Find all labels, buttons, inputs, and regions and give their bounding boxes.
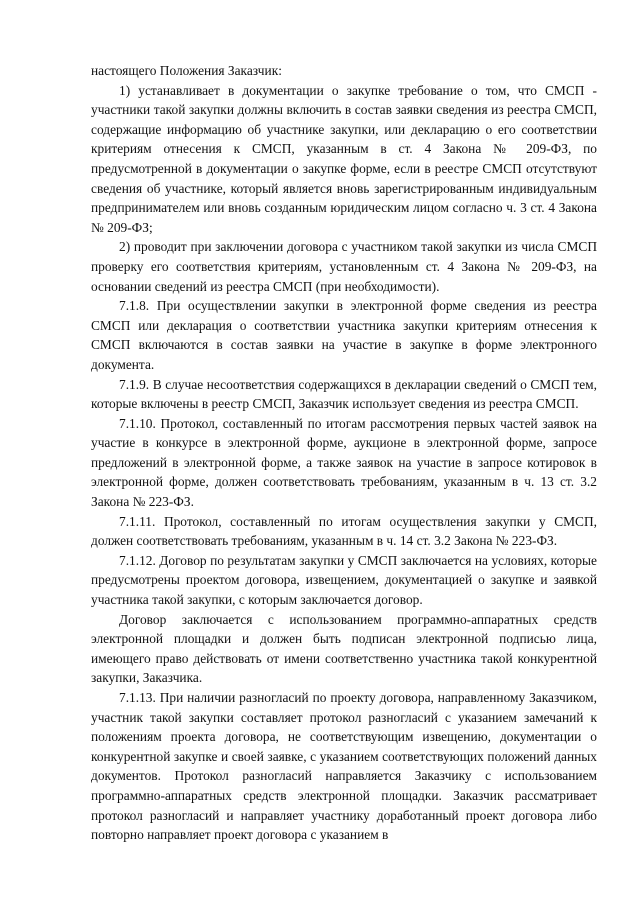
paragraph-7-1-9: 7.1.9. В случае несоответствия содержащихся в декларации сведений о СМСП тем, которые включены в реестр СМСП, Заказчик использует сведения из реестра СМСП. — [91, 376, 597, 412]
paragraph-intro: настоящего Положения Заказчик: — [91, 63, 282, 78]
paragraph-contract-signing: Договор заключается с использованием программно-аппаратных средств электронной площадки и должен быть подписан электронной подписью лица, имеющего право действовать от имени соответственно участника такой конкурентной закупки, Заказчика. — [91, 611, 597, 686]
paragraph-7-1-11: 7.1.11. Протокол, составленный по итогам осуществления закупки у СМСП, должен соответствовать требованиям, указанным в ч. 14 ст. 3.2 Закона № 223-ФЗ. — [91, 513, 597, 549]
paragraph-7-1-8: 7.1.8. При осуществлении закупки в электронной форме сведения из реестра СМСП или декларация о соответствии участника закупки критериям отнесения к СМСП включаются в состав заявки на участие в закупке в форме электронного документа. — [91, 298, 597, 372]
paragraph-7-1-12: 7.1.12. Договор по результатам закупки у СМСП заключается на условиях, которые предусмотрены проектом договора, извещением, документацией о закупке и заявкой участника такой закупки, с которым заключается договор. — [91, 552, 597, 608]
paragraph-7-1-10: 7.1.10. Протокол, составленный по итогам рассмотрения первых частей заявок на участие в конкурсе в электронной форме, аукционе в электронной форме, запросе предложений в электронной форме, а также заявок на участие в запросе котировок в электронной форме, должен соответствовать требованиям, указанным в ч. 13 ст. 3.2 Закона № 223-ФЗ. — [91, 415, 597, 510]
paragraph-item-2: 2) проводит при заключении договора с участником такой закупки из числа СМСП проверку его соответствия критериям, установленным ст. 4 Закона № 209-ФЗ, на основании сведений из реестра СМСП (при необходимости). — [91, 239, 597, 294]
paragraph-7-1-13: 7.1.13. При наличии разногласий по проекту договора, направленному Заказчиком, участник такой закупки составляет протокол разногласий с указанием замечаний к положениям проекта договора, не соответствующим извещению, документации о конкурентной закупке и своей заявке, с указанием соответствующих положений данных документов. Протокол разногласий направляется Заказчику с использованием программно-аппаратных средств электронной площадки. Заказчик рассматривает протокол разногласий и направляет участнику доработанный проект договора либо повторно направляет проект договора с указанием в — [91, 690, 597, 843]
paragraph-item-1: 1) устанавливает в документации о закупке требование о том, что СМСП - участники такой закупки должны включить в состав заявки сведения из реестра СМСП, содержащие информацию об участнике закупки, или декларацию о его соответствии критериям отнесения к СМСП, указанным в ст. 4 Закона № 209-ФЗ, по предусмотренной в документации о закупке форме, если в реестре СМСП отсутствуют сведения об участнике, который является вновь зарегистрированным индивидуальным предпринимателем или вновь созданным юридическим лицом согласно ч. 3 ст. 4 Закона № 209-ФЗ; — [91, 82, 597, 235]
document-page — [91, 61, 597, 845]
